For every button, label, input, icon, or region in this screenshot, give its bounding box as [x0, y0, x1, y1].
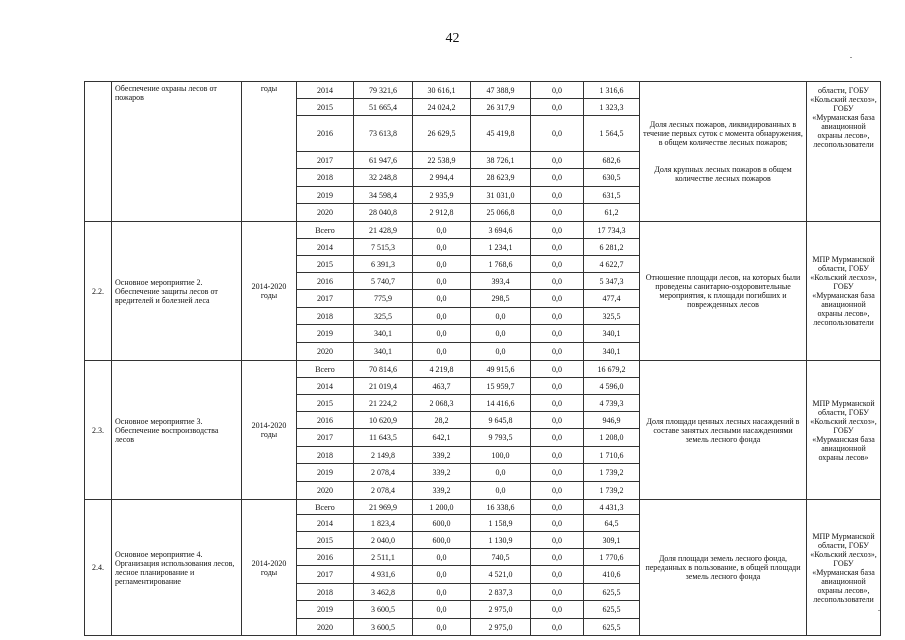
regional-budget-cell: 3 694,6	[471, 222, 531, 239]
regional-budget-cell: 100,0	[471, 447, 531, 464]
local-budget-cell: 0,0	[531, 500, 584, 515]
federal-budget-cell: 22 538,9	[413, 152, 471, 169]
table-row	[85, 500, 881, 515]
local-budget-cell: 0,0	[531, 619, 584, 636]
offbudget-cell: 631,5	[584, 187, 640, 204]
local-budget-cell: 0,0	[531, 429, 584, 447]
measure-term: годы	[242, 82, 297, 222]
total-cell: 11 643,5	[354, 429, 413, 447]
local-budget-cell: 0,0	[531, 290, 584, 308]
target-indicator	[640, 361, 807, 500]
target-indicator	[640, 500, 807, 636]
year-cell: 2020	[297, 482, 354, 500]
federal-budget-cell: 0,0	[413, 239, 471, 256]
offbudget-cell: 6 281,2	[584, 239, 640, 256]
year-cell: 2017	[297, 290, 354, 308]
local-budget-cell: 0,0	[531, 152, 584, 169]
federal-budget-cell: 2 994,4	[413, 169, 471, 187]
year-cell: Всего	[297, 361, 354, 378]
total-cell: 3 462,8	[354, 584, 413, 601]
year-cell: 2016	[297, 412, 354, 429]
regional-budget-cell: 393,4	[471, 273, 531, 290]
federal-budget-cell: 339,2	[413, 482, 471, 500]
section-number	[85, 82, 112, 222]
local-budget-cell: 0,0	[531, 187, 584, 204]
executor: МПР Мурманской области, ГОБУ «Кольский лесхоз», ГОБУ «Мурманская база авиационной охраны лесов», лесопользователи	[807, 500, 881, 636]
regional-budget-cell: 15 959,7	[471, 378, 531, 395]
offbudget-cell: 1 739,2	[584, 482, 640, 500]
regional-budget-cell: 1 158,9	[471, 515, 531, 532]
total-cell: 6 391,3	[354, 256, 413, 273]
offbudget-cell: 1 208,0	[584, 429, 640, 447]
total-cell: 2 511,1	[354, 549, 413, 566]
total-cell: 21 019,4	[354, 378, 413, 395]
total-cell: 51 665,4	[354, 99, 413, 116]
local-budget-cell: 0,0	[531, 395, 584, 412]
total-cell: 70 814,6	[354, 361, 413, 378]
offbudget-cell: 682,6	[584, 152, 640, 169]
offbudget-cell: 410,6	[584, 566, 640, 584]
year-cell: 2018	[297, 584, 354, 601]
year-cell: 2017	[297, 429, 354, 447]
federal-budget-cell: 0,0	[413, 308, 471, 325]
total-cell: 4 931,6	[354, 566, 413, 584]
total-cell: 340,1	[354, 343, 413, 361]
offbudget-cell: 309,1	[584, 532, 640, 549]
year-cell: 2014	[297, 82, 354, 99]
total-cell: 7 515,3	[354, 239, 413, 256]
year-cell: 2014	[297, 378, 354, 395]
offbudget-cell: 325,5	[584, 308, 640, 325]
total-cell: 21 428,9	[354, 222, 413, 239]
total-cell: 3 600,5	[354, 619, 413, 636]
federal-budget-cell: 0,0	[413, 566, 471, 584]
federal-budget-cell: 0,0	[413, 290, 471, 308]
regional-budget-cell: 9 793,5	[471, 429, 531, 447]
offbudget-cell: 1 564,5	[584, 116, 640, 152]
total-cell: 3 600,5	[354, 601, 413, 619]
year-cell: 2015	[297, 532, 354, 549]
year-cell: 2020	[297, 343, 354, 361]
measure-name: Обеспечение охраны лесов от пожаров	[112, 82, 242, 222]
offbudget-cell: 1 316,6	[584, 82, 640, 99]
federal-budget-cell: 0,0	[413, 549, 471, 566]
regional-budget-cell: 0,0	[471, 308, 531, 325]
federal-budget-cell: 463,7	[413, 378, 471, 395]
federal-budget-cell: 1 200,0	[413, 500, 471, 515]
total-cell: 775,9	[354, 290, 413, 308]
total-cell: 61 947,6	[354, 152, 413, 169]
local-budget-cell: 0,0	[531, 325, 584, 343]
offbudget-cell: 4 431,3	[584, 500, 640, 515]
table-row	[85, 222, 881, 239]
local-budget-cell: 0,0	[531, 482, 584, 500]
regional-budget-cell: 25 066,8	[471, 204, 531, 222]
year-cell: 2015	[297, 256, 354, 273]
year-cell: 2019	[297, 325, 354, 343]
year-cell: 2014	[297, 239, 354, 256]
table-row	[85, 361, 881, 378]
target-indicator	[640, 82, 807, 222]
program-measures-table	[84, 81, 881, 636]
federal-budget-cell: 0,0	[413, 601, 471, 619]
total-cell: 2 040,0	[354, 532, 413, 549]
local-budget-cell: 0,0	[531, 566, 584, 584]
local-budget-cell: 0,0	[531, 99, 584, 116]
executor: области, ГОБУ «Кольский лесхоз», ГОБУ «Мурманская база авиационной охраны лесов», лесопользователи	[807, 82, 881, 222]
measure-name: Основное мероприятие 3. Обеспечение воспроизводства лесов	[112, 361, 242, 500]
offbudget-cell: 4 622,7	[584, 256, 640, 273]
table-row	[85, 82, 881, 99]
year-cell: 2017	[297, 566, 354, 584]
federal-budget-cell: 0,0	[413, 222, 471, 239]
federal-budget-cell: 339,2	[413, 464, 471, 482]
measure-term: 2014-2020 годы	[242, 361, 297, 500]
year-cell: Всего	[297, 222, 354, 239]
local-budget-cell: 0,0	[531, 204, 584, 222]
offbudget-cell: 1 323,3	[584, 99, 640, 116]
total-cell: 32 248,8	[354, 169, 413, 187]
local-budget-cell: 0,0	[531, 273, 584, 290]
regional-budget-cell: 0,0	[471, 325, 531, 343]
local-budget-cell: 0,0	[531, 239, 584, 256]
section-number: 2.2.	[85, 222, 112, 361]
total-cell: 21 224,2	[354, 395, 413, 412]
total-cell: 28 040,8	[354, 204, 413, 222]
indicator-text-secondary: Доля крупных лесных пожаров в общем количестве лесных пожаров	[654, 165, 792, 183]
offbudget-cell: 5 347,3	[584, 273, 640, 290]
local-budget-cell: 0,0	[531, 169, 584, 187]
year-cell: 2019	[297, 187, 354, 204]
regional-budget-cell: 1 234,1	[471, 239, 531, 256]
regional-budget-cell: 26 317,9	[471, 99, 531, 116]
offbudget-cell: 1 739,2	[584, 464, 640, 482]
regional-budget-cell: 2 837,3	[471, 584, 531, 601]
regional-budget-cell: 28 623,9	[471, 169, 531, 187]
scan-artifact	[878, 610, 880, 611]
year-cell: 2019	[297, 601, 354, 619]
regional-budget-cell: 47 388,9	[471, 82, 531, 99]
total-cell: 2 078,4	[354, 464, 413, 482]
offbudget-cell: 340,1	[584, 343, 640, 361]
page-number: 42	[445, 31, 460, 46]
total-cell: 5 740,7	[354, 273, 413, 290]
total-cell: 1 823,4	[354, 515, 413, 532]
offbudget-cell: 946,9	[584, 412, 640, 429]
federal-budget-cell: 26 629,5	[413, 116, 471, 152]
federal-budget-cell: 0,0	[413, 325, 471, 343]
regional-budget-cell: 16 338,6	[471, 500, 531, 515]
offbudget-cell: 1 770,6	[584, 549, 640, 566]
local-budget-cell: 0,0	[531, 256, 584, 273]
regional-budget-cell: 9 645,8	[471, 412, 531, 429]
local-budget-cell: 0,0	[531, 447, 584, 464]
measure-term: 2014-2020 годы	[242, 222, 297, 361]
local-budget-cell: 0,0	[531, 378, 584, 395]
federal-budget-cell: 28,2	[413, 412, 471, 429]
federal-budget-cell: 0,0	[413, 584, 471, 601]
executor: МПР Мурманской области, ГОБУ «Кольский лесхоз», ГОБУ «Мурманская база авиационной охраны лесов»	[807, 361, 881, 500]
year-cell: 2017	[297, 152, 354, 169]
regional-budget-cell: 0,0	[471, 464, 531, 482]
regional-budget-cell: 740,5	[471, 549, 531, 566]
local-budget-cell: 0,0	[531, 601, 584, 619]
indicator-text: Доля площади земель лесного фонда, переданных в пользование, в общей площади земель лесного фонда	[645, 554, 801, 581]
regional-budget-cell: 49 915,6	[471, 361, 531, 378]
total-cell: 21 969,9	[354, 500, 413, 515]
federal-budget-cell: 339,2	[413, 447, 471, 464]
offbudget-cell: 340,1	[584, 325, 640, 343]
offbudget-cell: 4 739,3	[584, 395, 640, 412]
regional-budget-cell: 31 031,0	[471, 187, 531, 204]
section-number: 2.4.	[85, 500, 112, 636]
offbudget-cell: 630,5	[584, 169, 640, 187]
regional-budget-cell: 4 521,0	[471, 566, 531, 584]
local-budget-cell: 0,0	[531, 343, 584, 361]
federal-budget-cell: 600,0	[413, 532, 471, 549]
year-cell: Всего	[297, 500, 354, 515]
regional-budget-cell: 45 419,8	[471, 116, 531, 152]
regional-budget-cell: 38 726,1	[471, 152, 531, 169]
local-budget-cell: 0,0	[531, 308, 584, 325]
offbudget-cell: 17 734,3	[584, 222, 640, 239]
year-cell: 2018	[297, 447, 354, 464]
total-cell: 79 321,6	[354, 82, 413, 99]
local-budget-cell: 0,0	[531, 222, 584, 239]
regional-budget-cell: 2 975,0	[471, 619, 531, 636]
measure-term: 2014-2020 годы	[242, 500, 297, 636]
local-budget-cell: 0,0	[531, 116, 584, 152]
federal-budget-cell: 2 912,8	[413, 204, 471, 222]
local-budget-cell: 0,0	[531, 549, 584, 566]
offbudget-cell: 64,5	[584, 515, 640, 532]
total-cell: 340,1	[354, 325, 413, 343]
federal-budget-cell: 24 024,2	[413, 99, 471, 116]
year-cell: 2016	[297, 116, 354, 152]
regional-budget-cell: 0,0	[471, 343, 531, 361]
offbudget-cell: 61,2	[584, 204, 640, 222]
scan-artifact	[850, 57, 852, 58]
offbudget-cell: 625,5	[584, 601, 640, 619]
year-cell: 2018	[297, 308, 354, 325]
year-cell: 2019	[297, 464, 354, 482]
indicator-text: Отношение площади лесов, на которых были проведены санитарно-оздоровительные мероприятия, к площади погибших и поврежденных лесов	[645, 273, 801, 309]
regional-budget-cell: 298,5	[471, 290, 531, 308]
federal-budget-cell: 642,1	[413, 429, 471, 447]
year-cell: 2016	[297, 273, 354, 290]
year-cell: 2014	[297, 515, 354, 532]
total-cell: 73 613,8	[354, 116, 413, 152]
offbudget-cell: 1 710,6	[584, 447, 640, 464]
year-cell: 2020	[297, 619, 354, 636]
local-budget-cell: 0,0	[531, 464, 584, 482]
federal-budget-cell: 0,0	[413, 256, 471, 273]
local-budget-cell: 0,0	[531, 412, 584, 429]
federal-budget-cell: 30 616,1	[413, 82, 471, 99]
total-cell: 10 620,9	[354, 412, 413, 429]
year-cell: 2016	[297, 549, 354, 566]
offbudget-cell: 16 679,2	[584, 361, 640, 378]
federal-budget-cell: 600,0	[413, 515, 471, 532]
federal-budget-cell: 0,0	[413, 619, 471, 636]
local-budget-cell: 0,0	[531, 361, 584, 378]
regional-budget-cell: 1 130,9	[471, 532, 531, 549]
year-cell: 2018	[297, 169, 354, 187]
offbudget-cell: 4 596,0	[584, 378, 640, 395]
measure-name: Основное мероприятие 2. Обеспечение защиты лесов от вредителей и болезней леса	[112, 222, 242, 361]
offbudget-cell: 625,5	[584, 619, 640, 636]
measure-name: Основное мероприятие 4. Организация использования лесов, лесное планирование и регламентирование	[112, 500, 242, 636]
executor: МПР Мурманской области, ГОБУ «Кольский лесхоз», ГОБУ «Мурманская база авиационной охраны лесов», лесопользователи	[807, 222, 881, 361]
federal-budget-cell: 2 068,3	[413, 395, 471, 412]
regional-budget-cell: 1 768,6	[471, 256, 531, 273]
federal-budget-cell: 0,0	[413, 343, 471, 361]
local-budget-cell: 0,0	[531, 82, 584, 99]
year-cell: 2015	[297, 395, 354, 412]
total-cell: 2 149,8	[354, 447, 413, 464]
total-cell: 34 598,4	[354, 187, 413, 204]
local-budget-cell: 0,0	[531, 515, 584, 532]
total-cell: 2 078,4	[354, 482, 413, 500]
offbudget-cell: 625,5	[584, 584, 640, 601]
federal-budget-cell: 4 219,8	[413, 361, 471, 378]
total-cell: 325,5	[354, 308, 413, 325]
indicator-text: Доля лесных пожаров, ликвидированных в течение первых суток с момента обнаружения, в общем количестве лесных пожаров;	[643, 120, 803, 147]
regional-budget-cell: 2 975,0	[471, 601, 531, 619]
section-number: 2.3.	[85, 361, 112, 500]
local-budget-cell: 0,0	[531, 532, 584, 549]
regional-budget-cell: 0,0	[471, 482, 531, 500]
federal-budget-cell: 2 935,9	[413, 187, 471, 204]
offbudget-cell: 477,4	[584, 290, 640, 308]
federal-budget-cell: 0,0	[413, 273, 471, 290]
year-cell: 2020	[297, 204, 354, 222]
local-budget-cell: 0,0	[531, 584, 584, 601]
indicator-text: Доля площади ценных лесных насаждений в составе занятых лесными насаждениями земель лесного фонда	[646, 416, 800, 444]
year-cell: 2015	[297, 99, 354, 116]
target-indicator	[640, 222, 807, 361]
regional-budget-cell: 14 416,6	[471, 395, 531, 412]
